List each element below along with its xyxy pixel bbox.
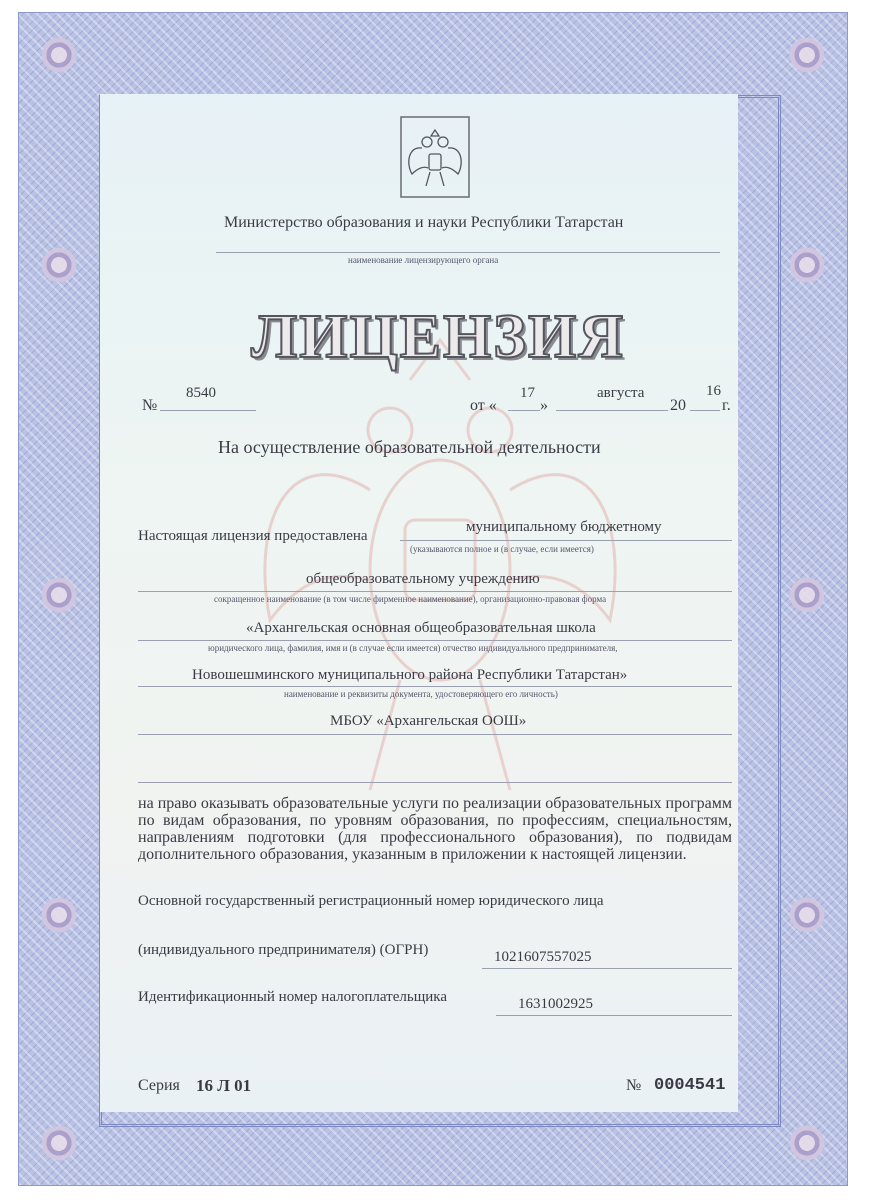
side-ornament-icon [785,243,829,287]
blank-number-label: № [626,1077,642,1094]
license-month: августа [597,385,645,401]
licensee-underline-1 [400,540,732,541]
ogrn-value: 1021607557025 [494,949,592,965]
day-underline [508,410,540,411]
inn-underline [496,1015,732,1016]
date-quote-close: » [540,397,548,414]
blank-underline [138,782,732,783]
side-ornament-icon [37,243,81,287]
coat-of-arms-icon [400,116,470,198]
side-ornament-icon [37,573,81,617]
licensee-underline-3 [138,640,732,641]
side-ornament-icon [785,573,829,617]
licensee-caption-3: юридического лица, фамилия, имя и (в случае если имеется) отчество индивидуального предпринимателя, [208,643,618,653]
licensee-underline-4 [138,686,732,687]
licensee-caption-1: (указываются полное и (в случае, если имеется) [410,544,594,554]
corner-ornament-icon [37,1121,81,1165]
license-year: 16 [706,383,721,399]
licensee-line-4: Новошешминского муниципального района Республики Татарстан» [192,667,628,683]
corner-ornament-icon [37,33,81,77]
blank-number: 0004541 [654,1076,726,1095]
authority-underline [216,252,720,253]
date-from-label: от « [470,397,497,414]
licensee-line-1: муниципальному бюджетному [466,519,662,535]
licensee-caption-2: сокращенное наименование (в том числе фирменное наименование), организационно-правовая форма [214,594,607,604]
inn-label: Идентификационный номер налогоплательщика [138,989,448,1005]
authority-caption: наименование лицензирующего органа [348,255,499,265]
licensee-underline-5 [138,734,732,735]
side-ornament-icon [37,893,81,937]
month-underline [556,410,668,411]
rights-paragraph: на право оказывать образовательные услуги по реализации образовательных программ по видам образования, по уровням образования, по профессиям, специальностям, направлениям подготовки (для профессионального образования), по подвидам дополнительного образования, указанным в приложении к настоящей лицензии. [138,795,732,863]
licensee-line-2: общеобразовательному учреждению [306,571,540,587]
series-value: 16 Л 01 [196,1076,252,1095]
license-number: 8540 [186,385,216,401]
document-title: ЛИЦЕНЗИЯ [251,303,625,371]
granted-label: Настоящая лицензия предоставлена [138,528,368,544]
licensee-caption-4: наименование и реквизиты документа, удостоверяющего его личность) [284,689,558,699]
ogrn-label-1: Основной государственный регистрационный номер юридического лица [138,893,604,909]
eagle-watermark-icon [230,320,650,820]
number-label: № [142,397,158,414]
ogrn-underline [482,968,732,969]
corner-ornament-icon [785,33,829,77]
license-day: 17 [520,385,535,401]
licensing-authority: Министерство образования и науки Республики Татарстан [224,214,624,231]
license-purpose: На осуществление образовательной деятельности [218,437,601,457]
year-prefix: 20 [670,397,686,414]
licensee-short-name: МБОУ «Архангельская ООШ» [330,713,527,729]
side-ornament-icon [785,893,829,937]
number-underline [160,410,256,411]
corner-ornament-icon [785,1121,829,1165]
series-label: Серия [138,1077,180,1094]
licensee-line-3: «Архангельская основная общеобразовательная школа [246,620,596,636]
inn-value: 1631002925 [518,996,593,1012]
ogrn-label-2: (индивидуального предпринимателя) (ОГРН) [138,942,429,958]
year-suffix: г. [722,397,731,414]
year-underline [690,410,720,411]
licensee-underline-2 [138,591,732,592]
